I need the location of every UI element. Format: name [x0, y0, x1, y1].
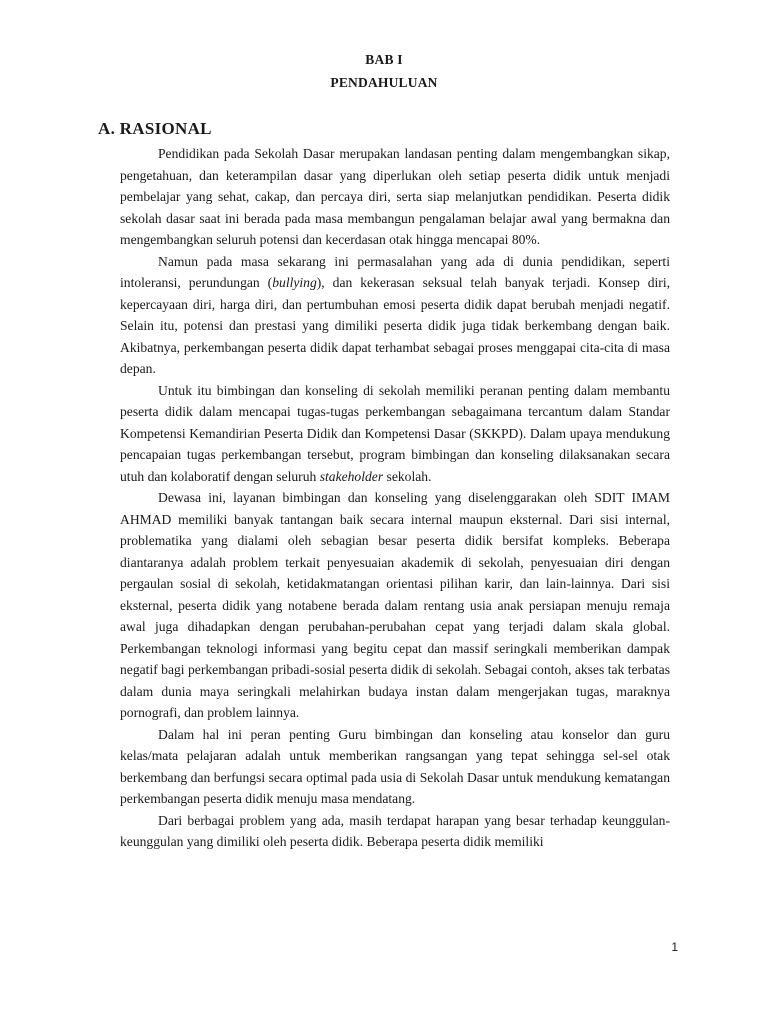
paragraph-text: Untuk itu bimbingan dan konseling di sekolah memiliki peranan penting dalam membantu peserta didik dalam mencapai tugas-tugas perkembangan sebagaimana tercantum dalam Standar Kompetensi Kemandirian Peserta Didik dan Kompetensi Dasar (SKKPD). Dalam upaya mendukung pencapaian tugas perkembangan tersebut, program bimbingan dan konseling dilaksanakan secara utuh dan kolaboratif dengan seluruh [120, 382, 670, 484]
paragraph-text: sekolah. [383, 468, 432, 484]
paragraph-text: Dewasa ini, layanan bimbingan dan konseling yang diselenggarakan oleh SDIT IMAM AHMAD memiliki banyak tantangan baik secara internal maupun eksternal. Dari sisi internal, problematika yang dialami oleh sebagian besar peserta didik bersifat kompleks. Beberapa diantaranya adalah problem terkait penyesuaian akademik di sekolah, penyesuaian diri dengan pergaulan sosial di sekolah, ketidakmatangan orientasi pilihan karir, dan lain-lainnya. Dari sisi eksternal, peserta didik yang notabene berada dalam rentang usia anak persiapan menuju remaja awal juga dihadapkan dengan perubahan-perubahan cepat yang terjadi dalam skala global. Perkembangan teknologi informasi yang begitu cepat dan massif seringkali memberikan dampak negatif bagi perkembangan pribadi-sosial peserta didik di sekolah. Sebagai contoh, akses tak terbatas dalam dunia maya seringkali melahirkan budaya instan dalam mengerjakan tugas, maraknya pornografi, dan problem lainnya. [120, 490, 670, 720]
paragraph [120, 251, 670, 380]
italic-term: stakeholder [319, 468, 384, 484]
paragraph [120, 724, 670, 810]
paragraph-text: Namun pada masa sekarang ini permasalahan yang ada di dunia pendidikan, seperti intoleransi, perundungan ( [120, 253, 670, 290]
page-number: 1 [671, 940, 678, 954]
paragraph-text: Pendidikan pada Sekolah Dasar merupakan landasan penting dalam mengembangkan sikap, pengetahuan, dan keterampilan dasar yang diperlukan oleh setiap peserta didik untuk menjadi pembelajar yang sehat, cakap, dan percaya diri, serta siap melanjutkan pendidikan. Peserta didik sekolah dasar saat ini berada pada masa membangun pengalaman belajar awal yang bermakna dan mengembangkan seluruh potensi dan kecerdasan otak hingga mencapai 80%. [120, 146, 670, 247]
paragraph [120, 143, 670, 251]
paragraph-text: Dari berbagai problem yang ada, masih terdapat harapan yang besar terhadap keunggulan-keunggulan yang dimiliki oleh peserta didik. Beberapa peserta didik memiliki [120, 812, 670, 849]
paragraph-text: Dalam hal ini peran penting Guru bimbingan dan konseling atau konselor dan guru kelas/mata pelajaran adalah untuk memberikan rangsangan yang tepat sehingga sel-sel otak berkembang dan berfungsi secara optimal pada usia di Sekolah Dasar untuk mendukung kematangan perkembangan peserta didik menuju masa mendatang. [120, 726, 670, 806]
section-heading: A. RASIONAL [98, 119, 212, 138]
paragraph [120, 810, 670, 853]
chapter-number: BAB I [365, 52, 403, 67]
chapter-title: PENDAHULUAN [330, 75, 438, 90]
paragraph [120, 487, 670, 724]
italic-term: bullying [272, 275, 317, 290]
paragraph-text: ), dan kekerasan seksual telah banyak terjadi. Konsep diri, kepercayaan diri, harga diri, dan pertumbuhan emosi peserta didik dapat berubah menjadi negatif. Selain itu, potensi dan prestasi yang dimiliki peserta didik juga tidak berkembang dengan baik. Akibatnya, perkembangan peserta didik dapat terhambat sebagai proses menggapai cita-cita di masa depan. [120, 275, 671, 376]
body-text [120, 143, 670, 853]
paragraph [120, 380, 670, 488]
